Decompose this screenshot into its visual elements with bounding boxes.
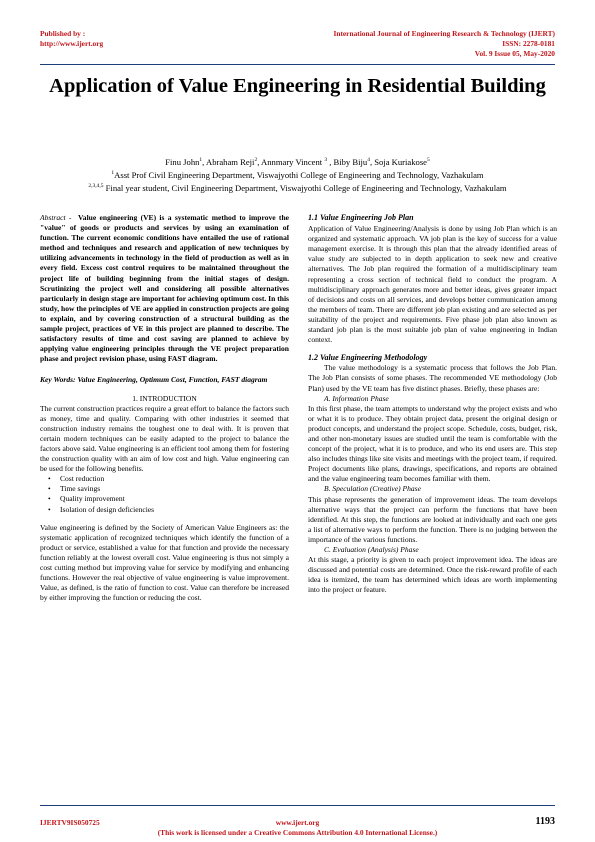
abstract-label: Abstract - — [40, 213, 72, 222]
methodology-paragraph: The value methodology is a systematic process that follows the Job Plan. The Job Plan consists of some phases. The recommended VE methodology (Job Plan) used by the VE team has five distinct phases. Briefly, these phases are: — [308, 363, 557, 393]
phase-c-text: At this stage, a priority is given to each project improvement idea. The ideas are discussed and potential costs are determined. Once the risk-reward profile of each idea is itemized, the team has determined which ideas are worth implementing into the project or feature. — [308, 555, 557, 595]
volume-issue: Vol. 9 Issue 05, May-2020 — [474, 49, 555, 58]
author-block — [40, 155, 555, 194]
phase-a-text: In this first phase, the team attempts to understand why the project exists and who or what it is to produce. They obtain project data, present the original design or product concepts, and understand the project scope. Schedule, costs, budget, risk, and other non-monetary issues are studied until the team is comfortable with the concept of the project, what it is to produce, and who its end users are. This step also includes things like site visits and meetings with the project team, if required. Project documents like plans, drawings, specifications, and reports are obtained and the value engineering team becomes familiar with them. — [308, 403, 557, 484]
page-number: 1193 — [535, 816, 555, 827]
author-names: Finu John$^1$, Abraham Reji$^2$, Annmary Vincent $^3$ , Biby Biju$^4$, Soja Kuriakose$^5$ — [165, 156, 430, 167]
issn: ISSN: 2278-0181 — [502, 39, 555, 48]
footer-center — [40, 818, 555, 838]
paper-id: IJERTV9IS050725 — [40, 818, 100, 827]
keywords: Key Words: Value Engineering, Optimum Cost, Function, FAST diagram — [40, 375, 268, 385]
intro-paragraph-1: The current construction practices require a great effort to balance the factors such as money, time and quality. Comparing with other industries it seemed that construction industry remains the toughest one to deal with. It is proven that certain modern techniques can be easily adapted to the project to balance the factors above said. Value engineering is an efficient tool among them for fostering the construction quality with an aim of low cost and high. Value engineering can be used for the following benefits. — [40, 403, 289, 474]
footer-rule — [40, 805, 555, 806]
affiliation-2: $^{2,3,4,5}$ Final year student, Civil Engineering Department, Viswajyothi College of Engineering and Technology, Vazhakulam — [88, 182, 507, 193]
journal-name: International Journal of Engineering Research & Technology (IJERT) — [333, 29, 555, 38]
list-item: • Time savings — [48, 484, 289, 494]
published-by: Published by : — [40, 29, 86, 38]
publisher-header — [40, 29, 103, 49]
list-item: • Cost reduction — [48, 474, 289, 484]
section-heading-1-2: 1.2 Value Engineering Methodology — [308, 353, 428, 363]
header-rule — [40, 64, 555, 65]
right-column — [308, 213, 557, 595]
phase-c-title: C. Evaluation (Analysis) Phase — [324, 545, 419, 554]
job-plan-paragraph: Application of Value Engineering/Analysis is done by using Job Plan which is an organized and systematic approach. VA job plan is the key of success for a value management exercise. It is through this plan that the already identified areas of value study are subjected to in depth application to seek new and creative alternatives. The Job plan required the formation of a multidisciplinary team representing a cross section of technical field to conduct the program. A multidisciplinary approach generates more and better ideas, gives greater impact of decisions and costs on all services, and develops better communication among the members of team. There are different job plan existing and are selected as per suitability of the project and requirements. Five phase job plan also known as standard job plan is the most suitable job plan of value engineering in Indian context. — [308, 224, 557, 345]
intro-paragraph-2: Value engineering is defined by the Society of American Value Engineers as: the systematic application of recognized techniques which identify the function of a product or service, established a value for that function and provide the necessary function reliably at the lowest overall cost. Value engineering is thus not simply a cost cutting method but improving value for service by modifying and enhancing functions. However the real objective of value engineering is value improvement. Value, as defined, is the ratio of function to cost. Value can therefore be increased by either improving the function or reducing the cost. — [40, 522, 289, 603]
benefits-list — [40, 474, 289, 514]
list-item: • Quality improvement — [48, 494, 289, 504]
journal-header — [333, 29, 555, 59]
affiliation-1: $^1$Asst Prof Civil Engineering Department, Viswajyothi College of Engineering and Technology, Vazhakulam — [111, 169, 484, 180]
abstract — [40, 213, 289, 364]
journal-url-link[interactable]: http://www.ijert.org — [40, 39, 104, 48]
paper-title: Application of Value Engineering in Residential Building — [49, 75, 546, 97]
license-note: (This work is licensed under a Creative Commons Attribution 4.0 International License.) — [157, 828, 438, 837]
phase-b-title: B. Speculation (Creative) Phase — [324, 484, 421, 494]
section-heading-intro: 1. INTRODUCTION — [132, 393, 197, 403]
phase-b-text: This phase represents the generation of improvement ideas. The team develops alternative ways that the project can perform the functions that have been identified. At this step, the functions are looked at individually and each one gets a list of alternative ways to perform the function. There is no judging between the importance of the various functions. — [308, 494, 557, 544]
list-item: • Isolation of design deficiencies — [48, 505, 289, 515]
abstract-text: Value engineering (VE) is a systematic method to improve the "value" of goods or products and services by using an examination of function. The current economic conditions have entailed the use of rational method and techniques and research and application of new techniques by utilizing advancements in technology in the field of production as well as in every field. Excess cost control requires to be maintained throughout the project life of building beginning from the initial stages of design. Scrutinizing the project well and considering all possible alternatives particularly in design stage are important for achieving optimum cost. In this study, how the principles of VE are applied in construction projects are going to explain, and by covering construction of a structural building as the sample project, practices of VE in this project are planned to describe. The satisfactory results of time and cost saving are planned to achieve by applying value engineering principles through the VE project preparation phase and project revision phase, using FAST diagram. — [40, 213, 289, 364]
section-heading-1-1: 1.1 Value Engineering Job Plan — [308, 213, 414, 222]
left-column — [40, 213, 289, 603]
footer-url-link[interactable]: www.ijert.org — [275, 818, 320, 827]
phase-a-title: A. Information Phase — [324, 393, 389, 403]
